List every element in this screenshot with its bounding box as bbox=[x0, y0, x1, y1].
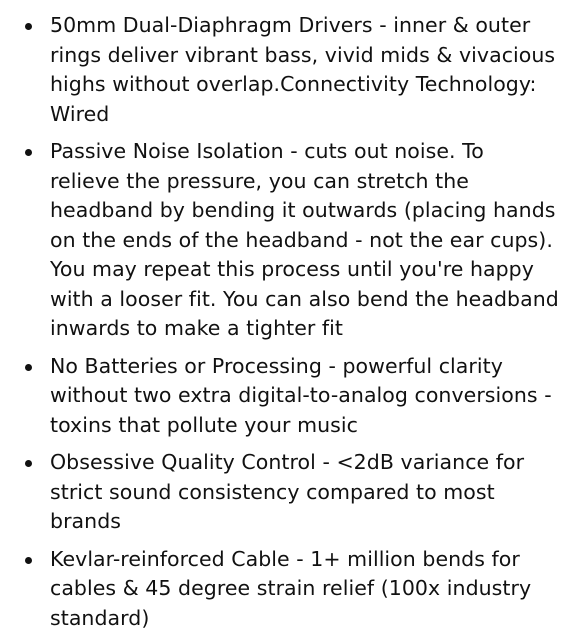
bullet-icon bbox=[25, 364, 32, 371]
feature-text: Kevlar-reinforced Cable - 1+ million bends for cables & 45 degree strain relief (100x industry standard) bbox=[50, 546, 532, 630]
bullet-icon bbox=[25, 557, 32, 564]
feature-text: 50mm Dual-Diaphragm Drivers - inner & outer rings deliver vibrant bass, vivid mids & vivacious highs without overlap.Connectivity Technology: Wired bbox=[50, 13, 556, 126]
feature-bullet-quality-control bbox=[0, 448, 580, 537]
feature-bullet-noise-isolation bbox=[0, 137, 580, 344]
bullet-icon bbox=[25, 149, 32, 156]
feature-bullet-cable bbox=[0, 545, 580, 634]
feature-bullet-no-batteries bbox=[0, 352, 580, 441]
feature-bullet-list bbox=[0, 11, 580, 641]
bullet-icon bbox=[25, 460, 32, 467]
feature-bullet-drivers bbox=[0, 11, 580, 129]
feature-text: Passive Noise Isolation - cuts out noise. To relieve the pressure, you can stretch the headband by bending it outwards (placing hands on the ends of the headband - not the ear cups). You may repeat this process until you're happy with a looser fit. You can also bend the headband inwards to make a tighter fit bbox=[50, 139, 559, 340]
feature-text: No Batteries or Processing - powerful clarity without two extra digital-to-analog conversions - toxins that pollute your music bbox=[50, 353, 552, 437]
feature-text: Obsessive Quality Control - <2dB variance for strict sound consistency compared to most brands bbox=[50, 450, 525, 533]
bullet-icon bbox=[25, 23, 32, 30]
